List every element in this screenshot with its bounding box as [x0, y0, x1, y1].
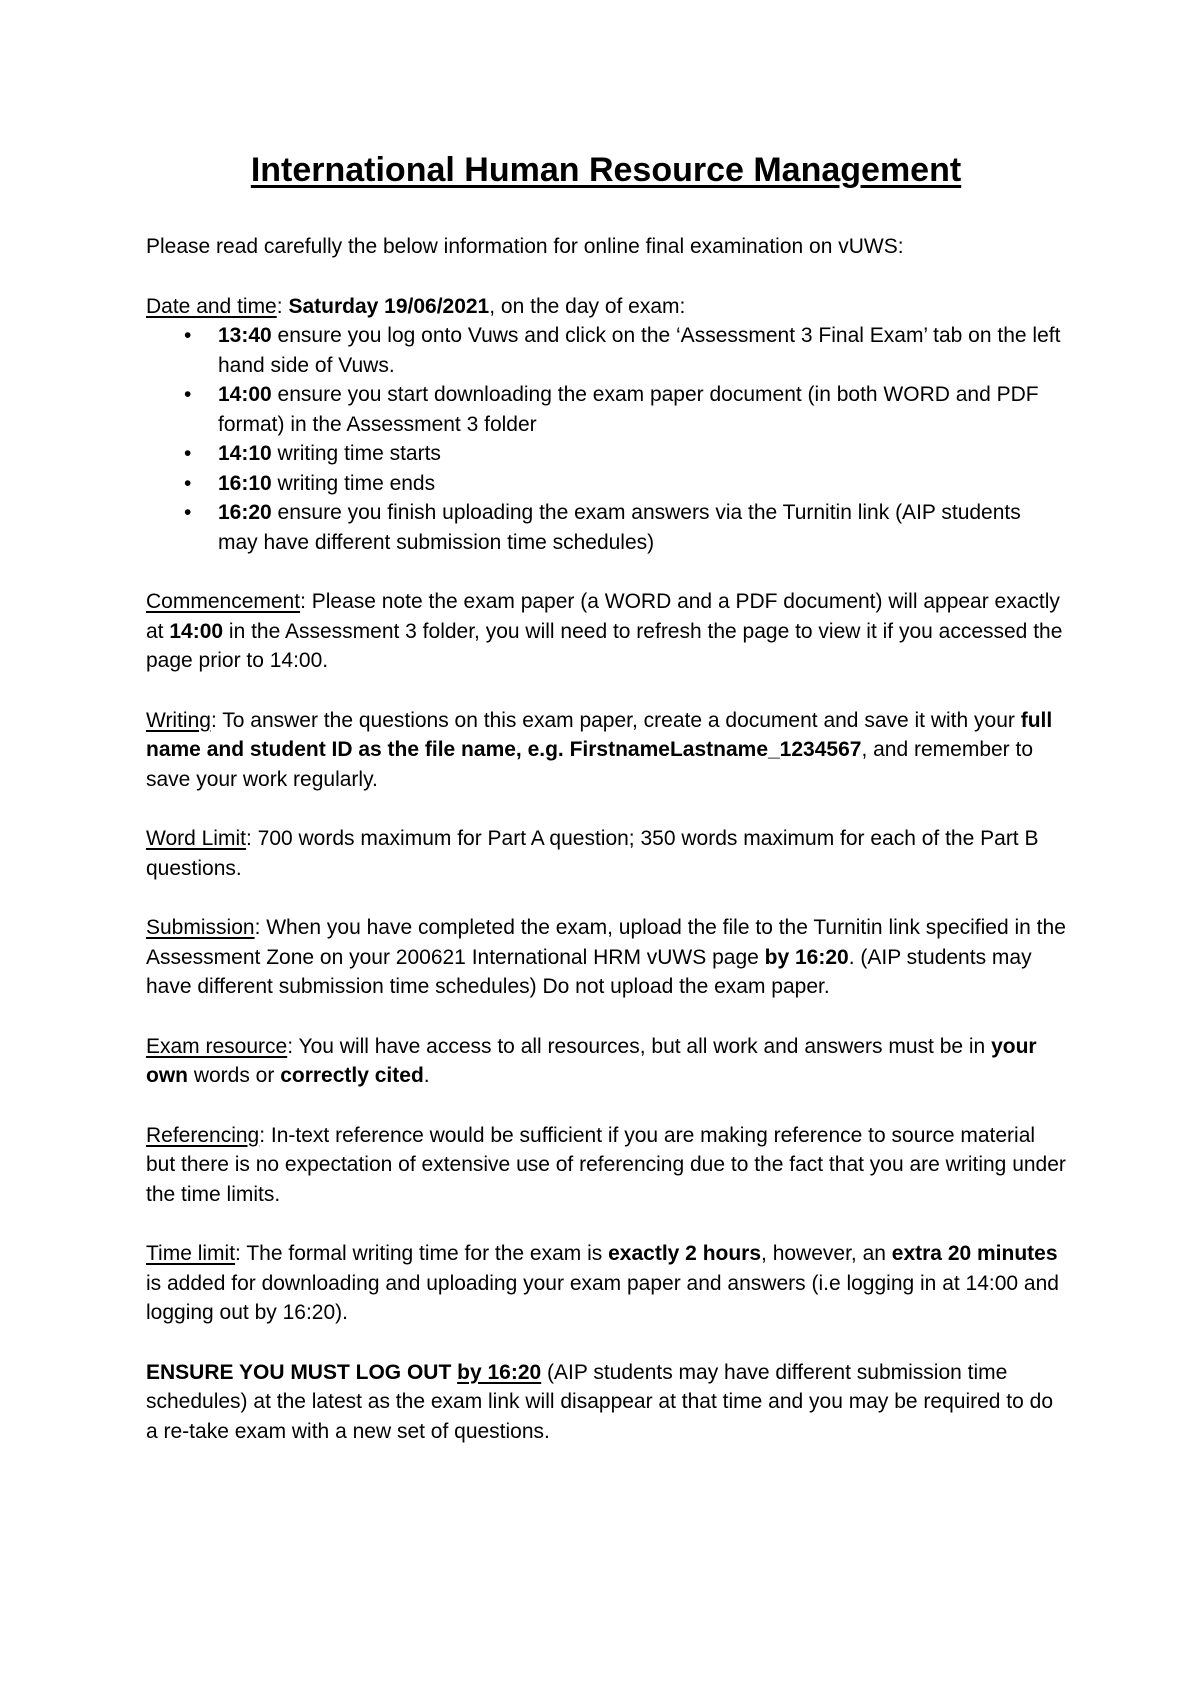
word-limit-text: : 700 words maximum for Part A question; 350 words maximum for each of the Part B questions.	[146, 827, 1039, 880]
submission-paragraph	[146, 913, 1066, 1002]
time-limit-emphasis-2: extra 20 minutes	[891, 1242, 1058, 1265]
submission-text: : When you have completed the exam, upload the file to the Turnitin link specified in the Assessment Zone on your 200621 International HRM vUWS page	[146, 916, 1066, 969]
bullet-icon: •	[184, 442, 192, 465]
referencing-paragraph	[146, 1121, 1066, 1210]
time-limit-text-2: , however, an	[761, 1242, 892, 1265]
exam-resource-emphasis: your own	[146, 1034, 1037, 1087]
schedule-text: ensure you start downloading the exam paper document (in both WORD and PDF format) in the Assessment 3 folder	[218, 383, 1039, 436]
exam-resource-paragraph	[146, 1032, 1066, 1091]
schedule-text: writing time starts	[271, 442, 441, 465]
commencement-label: Commencement	[146, 590, 301, 613]
submission-label: Submission	[146, 916, 255, 939]
exam-resource-label: Exam resource	[146, 1034, 288, 1058]
schedule-text: writing time ends	[271, 471, 436, 495]
bullet-icon: •	[184, 324, 192, 347]
date-time-heading	[146, 292, 1066, 322]
exam-resource-emphasis-2: correctly cited	[280, 1064, 424, 1087]
date-time-colon: :	[276, 294, 283, 318]
exam-resource-text-3: .	[423, 1064, 430, 1087]
date-time-label: Date and time	[146, 294, 277, 318]
date-time-section	[146, 292, 1066, 558]
bullet-icon: •	[184, 501, 192, 524]
intro-paragraph: Please read carefully the below information for online final examination on vUWS:	[146, 235, 904, 258]
commencement-text-2: in the Assessment 3 folder, you will need to refresh the page to view it if you accessed the page prior to 14:00.	[146, 619, 1063, 672]
schedule-item	[184, 321, 1066, 380]
time-limit-text-3: is added for downloading and uploading your exam paper and answers (i.e logging in at 14:00 and logging out by 16:20).	[146, 1271, 1059, 1324]
submission-text-2: . (AIP students may have different submission time schedules) Do not upload the exam paper.	[146, 945, 1032, 998]
exam-resource-text: : You will have access to all resources, but all work and answers must be in	[287, 1034, 992, 1058]
schedule-text: ensure you finish uploading the exam answers via the Turnitin link (AIP students may have different submission time schedules)	[218, 501, 1021, 554]
writing-label: Writing	[146, 708, 211, 732]
schedule-time: 14:10	[218, 442, 272, 465]
exam-resource-text-2: words or	[188, 1064, 281, 1087]
logout-text: (AIP students may have different submission time schedules) at the latest as the exam link will disappear at that time and you may be required to do a re-take exam with a new set of questions.	[146, 1360, 1053, 1443]
word-limit-label: Word Limit	[146, 827, 246, 850]
bullet-icon: •	[184, 383, 192, 406]
bullet-icon: •	[184, 471, 192, 495]
logout-warning: ENSURE YOU MUST LOG OUT	[146, 1360, 458, 1384]
writing-text: : To answer the questions on this exam paper, create a document and save it with your	[210, 708, 1021, 732]
schedule-time: 16:20	[218, 501, 272, 524]
date-time-suffix: , on the day of exam:	[489, 294, 686, 318]
schedule-list	[146, 321, 1066, 557]
writing-paragraph	[146, 706, 1066, 795]
schedule-text: ensure you log onto Vuws and click on the ‘Assessment 3 Final Exam’ tab on the left hand side of Vuws.	[218, 324, 1061, 377]
submission-deadline: by 16:20	[764, 945, 849, 969]
time-limit-label: Time limit	[146, 1242, 236, 1265]
schedule-item	[184, 469, 1066, 499]
exam-date: Saturday 19/06/2021	[288, 294, 490, 318]
commencement-paragraph	[146, 587, 1066, 676]
commencement-time: 14:00	[169, 619, 224, 643]
commencement-text: : Please note the exam paper (a WORD and a PDF document) will appear exactly at	[146, 590, 1060, 643]
time-limit-paragraph	[146, 1239, 1066, 1328]
time-limit-emphasis: exactly 2 hours	[608, 1242, 762, 1265]
referencing-label: Referencing	[146, 1123, 260, 1147]
schedule-item	[184, 439, 1066, 469]
document-page	[146, 146, 1066, 1476]
logout-paragraph	[146, 1358, 1066, 1447]
schedule-time: 16:10	[218, 471, 272, 495]
time-limit-text: : The formal writing time for the exam is	[235, 1242, 609, 1265]
referencing-text: : In-text reference would be sufficient if you are making reference to source material but there is no expectation of extensive use of referencing due to the fact that you are writing under the time limits.	[146, 1123, 1066, 1206]
writing-filename-rule: full name and student ID as the file name, e.g. FirstnameLastname_1234567	[146, 708, 1053, 761]
schedule-item	[184, 498, 1066, 557]
schedule-time: 13:40	[218, 324, 272, 347]
document-title: International Human Resource Management	[250, 151, 962, 189]
schedule-time: 14:00	[218, 383, 272, 406]
logout-deadline: by 16:20	[457, 1360, 542, 1384]
word-limit-paragraph	[146, 824, 1066, 883]
schedule-item	[184, 380, 1066, 439]
writing-text-2: , and remember to save your work regularly.	[146, 738, 1034, 791]
